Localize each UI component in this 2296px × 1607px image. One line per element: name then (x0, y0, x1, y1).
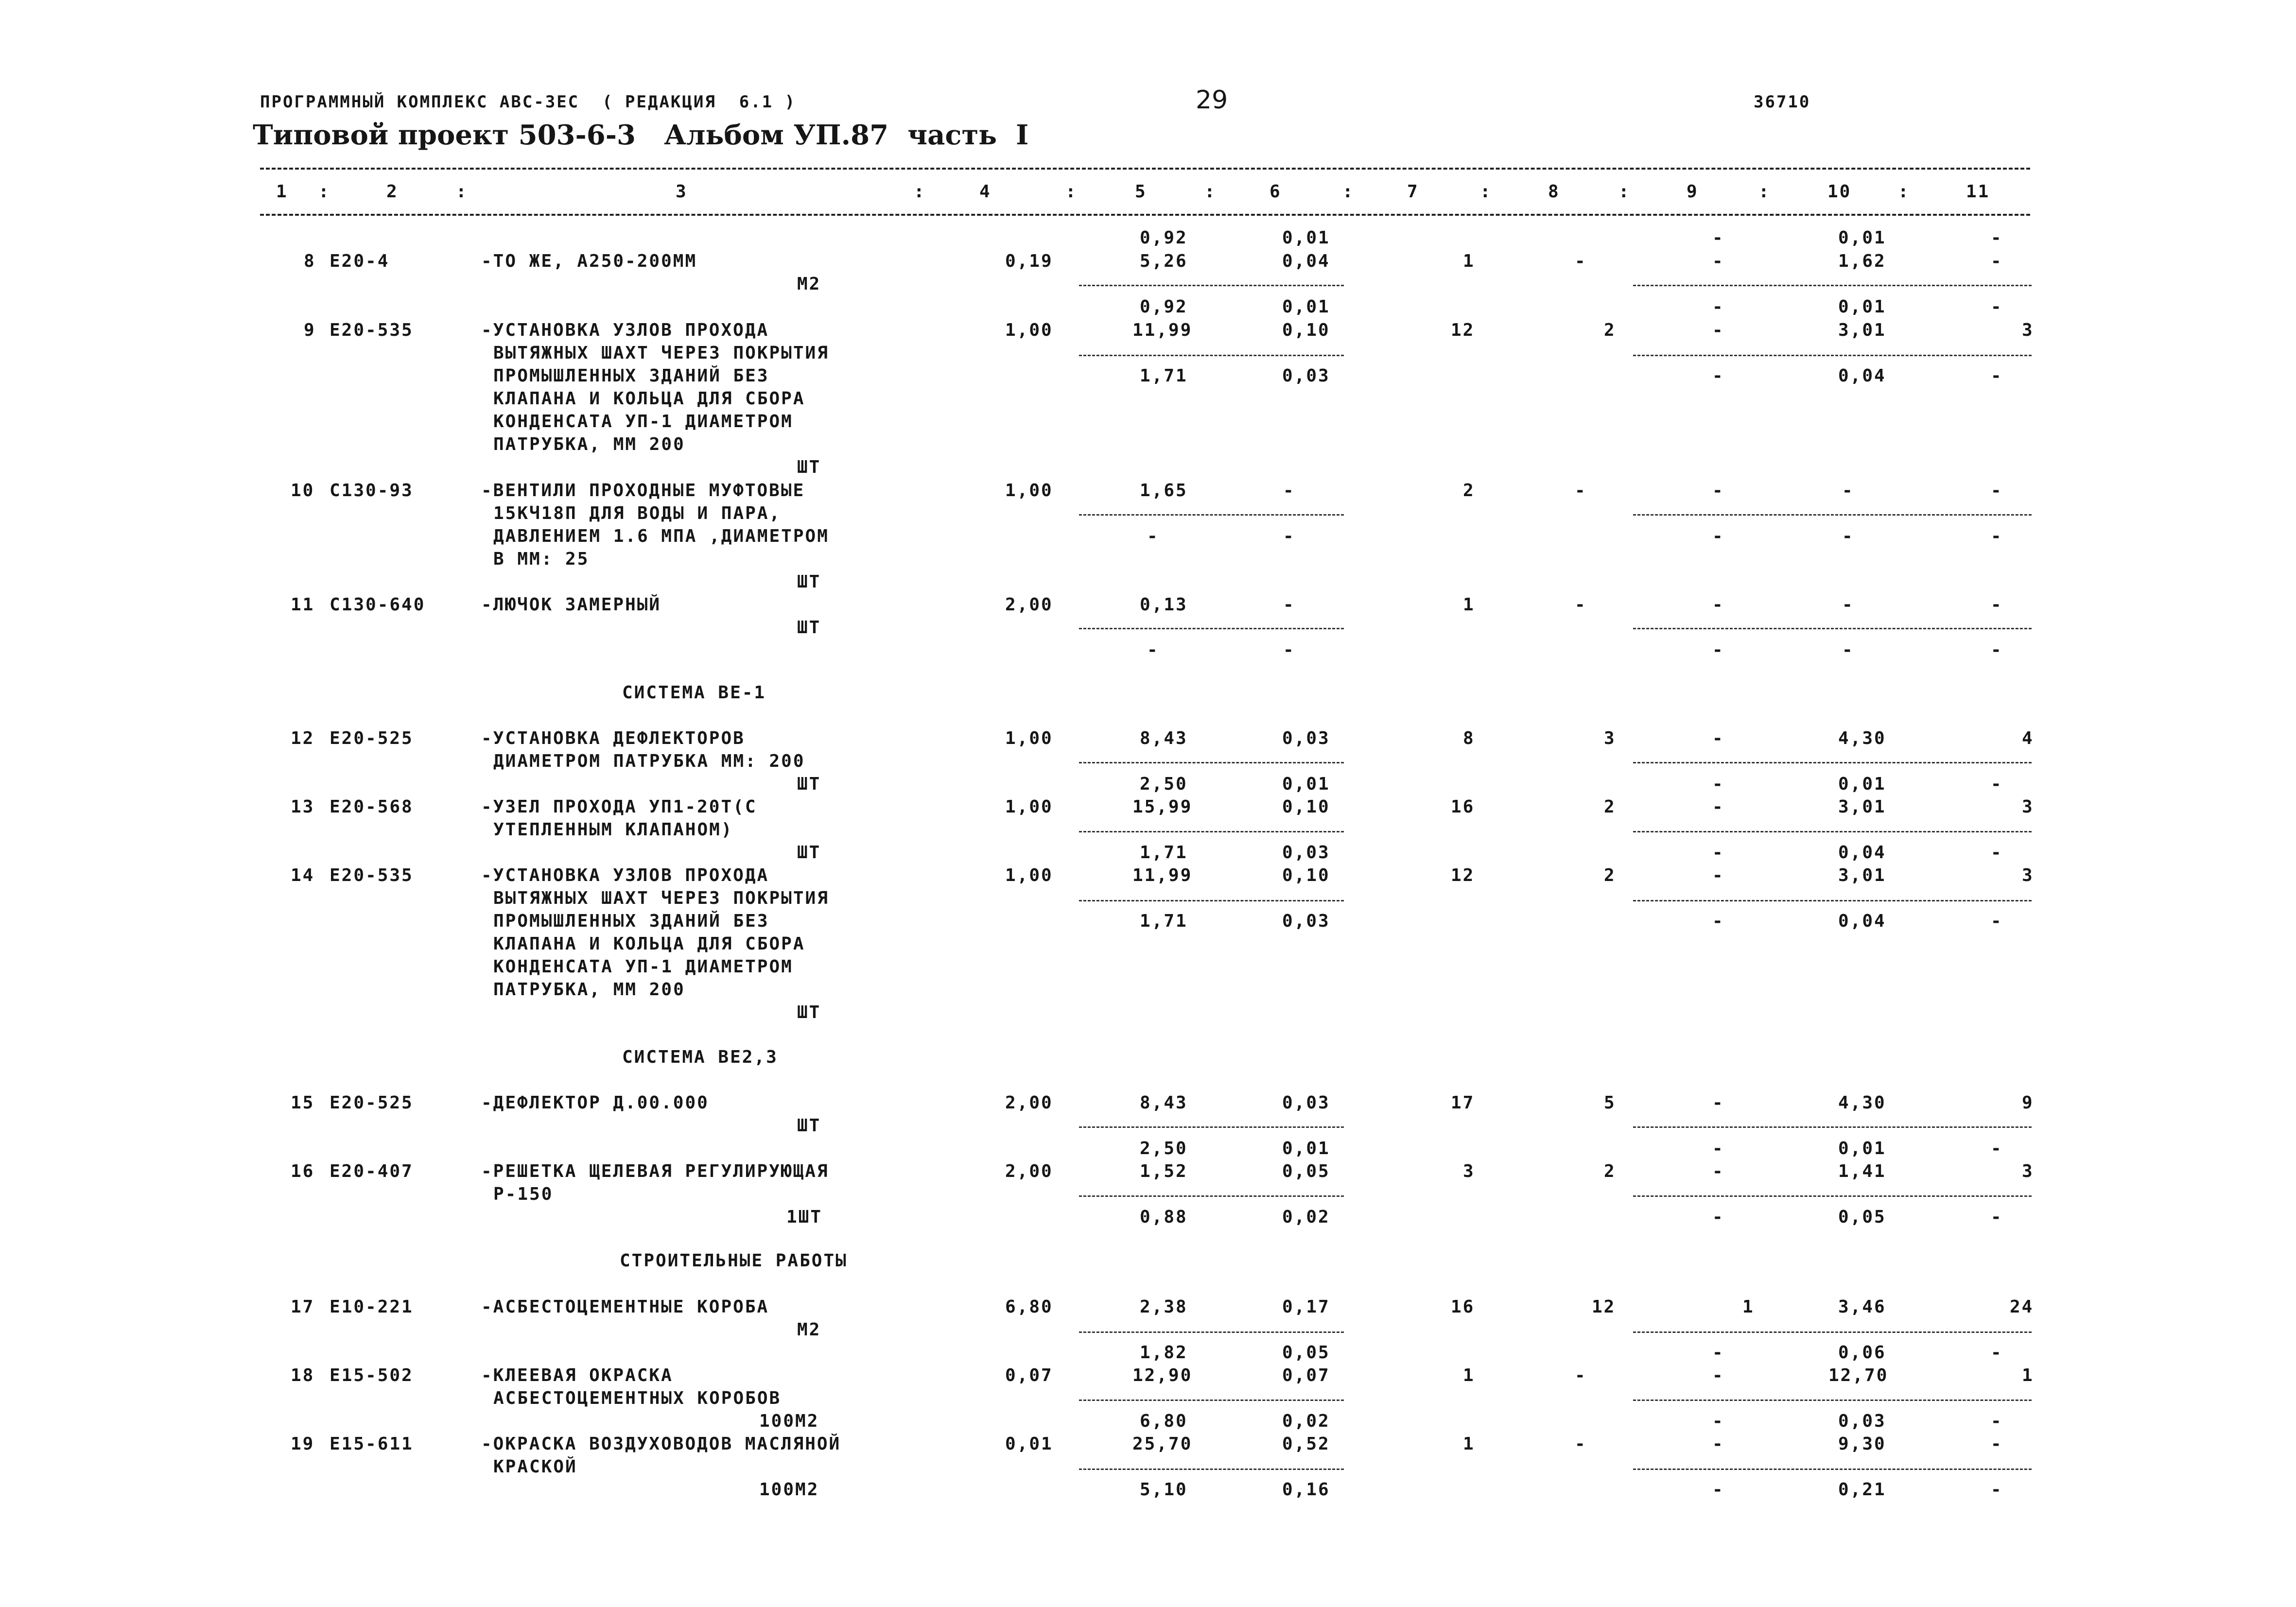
work-description: КОНДЕНСАТА УП-1 ДИАМЕТРОМ (493, 957, 793, 977)
col7-value: 1 (1463, 595, 1475, 615)
col10-value: 3,01 (1838, 865, 1886, 885)
col5-value: 1,71 (1140, 843, 1188, 863)
col11-value: - (1991, 640, 2003, 660)
col11-value: - (1991, 251, 2003, 271)
col10-value: 3,46 (1838, 1297, 1886, 1317)
col11-value: - (1991, 774, 2003, 794)
quantity: 1,00 (1005, 797, 1053, 817)
col5-value: 1,52 (1140, 1161, 1188, 1181)
row-number: 15 (291, 1093, 315, 1113)
col10-value: 0,04 (1838, 911, 1886, 931)
rate-code: Е20-568 (330, 797, 414, 817)
rate-code: С130-640 (330, 595, 426, 615)
col5-value: 0,88 (1140, 1207, 1188, 1227)
dashed-separator (1633, 514, 2032, 516)
unit: 100М2 (759, 1411, 819, 1431)
row-number: 17 (291, 1297, 315, 1317)
col9-value: - (1712, 1411, 1724, 1431)
row-number: 14 (291, 865, 315, 885)
unit: ШТ (797, 618, 821, 638)
col11-value: - (1991, 843, 2003, 863)
rate-code: Е20-535 (330, 865, 414, 885)
col9-value: - (1712, 797, 1724, 817)
col10-value: 4,30 (1838, 728, 1886, 748)
rate-code: Е20-525 (330, 1093, 414, 1113)
row-number: 9 (304, 320, 316, 340)
dashed-separator (1633, 285, 2032, 286)
col6-value: 0,05 (1282, 1161, 1330, 1181)
rate-code: Е15-502 (330, 1365, 414, 1385)
col9-value: - (1712, 911, 1724, 931)
dashed-separator (1079, 1126, 1344, 1128)
col5-value: 1,71 (1140, 366, 1188, 386)
dashed-separator (1079, 831, 1344, 832)
rate-code: Е15-611 (330, 1434, 414, 1454)
dashed-separator (1633, 900, 2032, 901)
unit: М2 (797, 1320, 821, 1340)
col10-value: 0,04 (1838, 843, 1886, 863)
col11-value: - (1991, 1139, 2003, 1158)
col8-value: 5 (1604, 1093, 1616, 1113)
col5-value: 8,43 (1140, 728, 1188, 748)
col5-value: 2,38 (1140, 1297, 1188, 1317)
dashed-separator (1633, 1195, 2032, 1197)
col7-value: 3 (1463, 1161, 1475, 1181)
work-description: В ММ: 25 (493, 549, 590, 569)
col5-value: 15,99 (1132, 797, 1193, 817)
col10-value: 9,30 (1838, 1434, 1886, 1454)
col6-value: 0,01 (1282, 228, 1330, 248)
unit: ШТ (797, 572, 821, 592)
work-description: 15КЧ18П ДЛЯ ВОДЫ И ПАРА, (493, 503, 782, 523)
col-separator: : (1065, 182, 1078, 202)
work-description: -КЛЕЕВАЯ ОКРАСКА (481, 1365, 673, 1385)
work-description: ПРОМЫШЛЕННЫХ ЗДАНИЙ БЕЗ (493, 911, 769, 931)
work-description: АСБЕСТОЦЕМЕНТНЫХ КОРОБОВ (493, 1388, 782, 1408)
project-title: Типовой проект 503-6-3 Альбом УП.87 часть I (253, 119, 1029, 151)
col8-value: - (1575, 481, 1587, 501)
col10-value: - (1842, 595, 1854, 615)
col9-value: - (1712, 366, 1724, 386)
col6-value: 0,07 (1282, 1365, 1330, 1385)
col5-value: 2,50 (1140, 1139, 1188, 1158)
col6-value: 0,03 (1282, 1093, 1330, 1113)
col9-value: - (1712, 774, 1724, 794)
dashed-separator (1079, 285, 1344, 286)
col10-value: 0,01 (1838, 228, 1886, 248)
col9-value: - (1712, 481, 1724, 501)
col10-value: 0,01 (1838, 1139, 1886, 1158)
dashed-separator (1079, 1195, 1344, 1197)
row-number: 19 (291, 1434, 315, 1454)
section-heading: СИСТЕМА ВЕ-1 (622, 683, 766, 703)
dashed-separator (1079, 514, 1344, 516)
col-header-4: 4 (979, 182, 991, 202)
table-header-rule (260, 214, 2030, 216)
work-description: КОНДЕНСАТА УП-1 ДИАМЕТРОМ (493, 412, 793, 432)
col9-value: - (1712, 297, 1724, 317)
quantity: 0,19 (1005, 251, 1053, 271)
col6-value: 0,03 (1282, 911, 1330, 931)
col11-value: - (1991, 1480, 2003, 1500)
section-heading: СИСТЕМА ВЕ2,3 (622, 1047, 778, 1067)
work-description: КРАСКОЙ (493, 1457, 577, 1477)
quantity: 1,00 (1005, 481, 1053, 501)
dashed-separator (1079, 900, 1344, 901)
col9-value: - (1712, 228, 1724, 248)
col5-value: 2,50 (1140, 774, 1188, 794)
col5-value: 5,10 (1140, 1480, 1188, 1500)
col9-value: - (1712, 251, 1724, 271)
work-description: КЛАПАНА И КОЛЬЦА ДЛЯ СБОРА (493, 389, 805, 409)
page-number: 29 (1196, 86, 1228, 115)
document-code: 36710 (1754, 92, 1811, 112)
col8-value: - (1575, 1434, 1587, 1454)
work-description: -УЗЕЛ ПРОХОДА УП1-20Т(С (481, 797, 757, 817)
col-header-2: 2 (386, 182, 399, 202)
work-description: -ТО ЖЕ, А250-200ММ (481, 251, 697, 271)
col5-value: 11,99 (1132, 865, 1193, 885)
rate-code: С130-93 (330, 481, 414, 501)
col5-value: 0,92 (1140, 297, 1188, 317)
col6-value: 0,16 (1282, 1480, 1330, 1500)
quantity: 2,00 (1005, 595, 1053, 615)
col6-value: 0,03 (1282, 843, 1330, 863)
dashed-separator (1079, 1331, 1344, 1333)
col9-value: - (1712, 1093, 1724, 1113)
col6-value: 0,03 (1282, 728, 1330, 748)
col10-value: 3,01 (1838, 320, 1886, 340)
quantity: 2,00 (1005, 1093, 1053, 1113)
rate-code: Е20-525 (330, 728, 414, 748)
col6-value: - (1283, 526, 1295, 546)
col6-value: - (1283, 640, 1295, 660)
unit: ШТ (797, 1002, 821, 1022)
col5-value: 0,92 (1140, 228, 1188, 248)
col10-value: 12,70 (1828, 1365, 1889, 1385)
col5-value: 5,26 (1140, 251, 1188, 271)
col10-value: 0,01 (1838, 297, 1886, 317)
col-header-6: 6 (1270, 182, 1282, 202)
quantity: 0,01 (1005, 1434, 1053, 1454)
col9-value: - (1712, 320, 1724, 340)
col6-value: 0,10 (1282, 797, 1330, 817)
col6-value: 0,02 (1282, 1411, 1330, 1431)
col7-value: 8 (1463, 728, 1475, 748)
col7-value: 2 (1463, 481, 1475, 501)
col7-value: 16 (1451, 797, 1475, 817)
col-header-1: 1 (276, 182, 288, 202)
col9-value: - (1712, 865, 1724, 885)
col6-value: 0,01 (1282, 297, 1330, 317)
col10-value: 1,41 (1838, 1161, 1886, 1181)
col8-value: - (1575, 1365, 1587, 1385)
quantity: 1,00 (1005, 320, 1053, 340)
col10-value: 3,01 (1838, 797, 1886, 817)
col11-value: - (1991, 595, 2003, 615)
col9-value: - (1712, 640, 1724, 660)
col11-value: 9 (2022, 1093, 2034, 1113)
col11-value: 3 (2022, 865, 2034, 885)
col-separator: : (914, 182, 926, 202)
col9-value: - (1712, 1343, 1724, 1363)
col-separator: : (456, 182, 468, 202)
dashed-separator (1079, 762, 1344, 763)
unit: М2 (797, 274, 821, 294)
work-description: ПАТРУБКА, ММ 200 (493, 980, 685, 1000)
row-number: 12 (291, 728, 315, 748)
work-description: -УСТАНОВКА ДЕФЛЕКТОРОВ (481, 728, 745, 748)
col9-value: - (1712, 728, 1724, 748)
work-description: -ВЕНТИЛИ ПРОХОДНЫЕ МУФТОВЫЕ (481, 481, 805, 501)
col11-value: - (1991, 1207, 2003, 1227)
col8-value: 2 (1604, 1161, 1616, 1181)
rate-code: Е20-407 (330, 1161, 414, 1181)
work-description: -УСТАНОВКА УЗЛОВ ПРОХОДА (481, 865, 769, 885)
col5-value: - (1147, 640, 1159, 660)
dashed-separator (1633, 1331, 2032, 1333)
col5-value: 8,43 (1140, 1093, 1188, 1113)
col-separator: : (1342, 182, 1355, 202)
col-separator: : (1618, 182, 1631, 202)
col9-value: - (1712, 1139, 1724, 1158)
col11-value: - (1991, 366, 2003, 386)
quantity: 1,00 (1005, 865, 1053, 885)
col9-value: - (1712, 526, 1724, 546)
col6-value: 0,05 (1282, 1343, 1330, 1363)
row-number: 13 (291, 797, 315, 817)
col8-value: - (1575, 251, 1587, 271)
col5-value: 25,70 (1132, 1434, 1193, 1454)
work-description: -ЛЮЧОК ЗАМЕРНЫЙ (481, 595, 661, 615)
col-header-10: 10 (1827, 182, 1852, 202)
rate-code: Е10-221 (330, 1297, 414, 1317)
col-header-3: 3 (676, 182, 688, 202)
col5-value: - (1147, 526, 1159, 546)
work-description: УТЕПЛЕННЫМ КЛАПАНОМ) (493, 820, 733, 840)
unit: 1ШТ (786, 1207, 823, 1227)
col-header-7: 7 (1407, 182, 1419, 202)
quantity: 2,00 (1005, 1161, 1053, 1181)
col11-value: - (1991, 297, 2003, 317)
col6-value: 0,03 (1282, 366, 1330, 386)
col-separator: : (1204, 182, 1217, 202)
col8-value: 2 (1604, 865, 1616, 885)
work-description: -ДЕФЛЕКТОР Д.00.000 (481, 1093, 709, 1113)
work-description: -РЕШЕТКА ЩЕЛЕВАЯ РЕГУЛИРУЮЩАЯ (481, 1161, 829, 1181)
col10-value: - (1842, 640, 1854, 660)
col10-value: 0,06 (1838, 1343, 1886, 1363)
quantity: 6,80 (1005, 1297, 1053, 1317)
work-description: КЛАПАНА И КОЛЬЦА ДЛЯ СБОРА (493, 934, 805, 954)
row-number: 18 (291, 1365, 315, 1385)
col11-value: 3 (2022, 320, 2034, 340)
work-description: -УСТАНОВКА УЗЛОВ ПРОХОДА (481, 320, 769, 340)
col11-value: - (1991, 911, 2003, 931)
col7-value: 1 (1463, 1434, 1475, 1454)
col5-value: 1,71 (1140, 911, 1188, 931)
col6-value: 0,01 (1282, 774, 1330, 794)
work-description: ВЫТЯЖНЫХ ШАХТ ЧЕРЕЗ ПОКРЫТИЯ (493, 343, 829, 363)
dashed-separator (1633, 1126, 2032, 1128)
col11-value: 4 (2022, 728, 2034, 748)
col-separator: : (1480, 182, 1492, 202)
section-heading: СТРОИТЕЛЬНЫЕ РАБОТЫ (620, 1251, 848, 1271)
col10-value: 0,03 (1838, 1411, 1886, 1431)
dashed-separator (1079, 1469, 1344, 1470)
col5-value: 1,82 (1140, 1343, 1188, 1363)
quantity: 1,00 (1005, 728, 1053, 748)
work-description: -ОКРАСКА ВОЗДУХОВОДОВ МАСЛЯНОЙ (481, 1434, 841, 1454)
work-description: ПРОМЫШЛЕННЫХ ЗДАНИЙ БЕЗ (493, 366, 769, 386)
col11-value: - (1991, 1343, 2003, 1363)
work-description: ПАТРУБКА, ММ 200 (493, 434, 685, 454)
col6-value: 0,10 (1282, 320, 1330, 340)
table-top-rule (260, 168, 2030, 170)
col8-value: 12 (1592, 1297, 1616, 1317)
work-description: ВЫТЯЖНЫХ ШАХТ ЧЕРЕЗ ПОКРЫТИЯ (493, 888, 829, 908)
col10-value: 0,01 (1838, 774, 1886, 794)
work-description: ДИАМЕТРОМ ПАТРУБКА ММ: 200 (493, 751, 805, 771)
col5-value: 6,80 (1140, 1411, 1188, 1431)
dashed-separator (1633, 1400, 2032, 1401)
col6-value: 0,02 (1282, 1207, 1330, 1227)
dashed-separator (1633, 1469, 2032, 1470)
col6-value: 0,52 (1282, 1434, 1330, 1454)
col7-value: 12 (1451, 865, 1475, 885)
dashed-separator (1633, 628, 2032, 629)
col11-value: - (1991, 228, 2003, 248)
unit: ШТ (797, 457, 821, 477)
row-number: 10 (291, 481, 315, 501)
col11-value: - (1991, 481, 2003, 501)
quantity: 0,07 (1005, 1365, 1053, 1385)
col-header-9: 9 (1687, 182, 1699, 202)
col5-value: 0,13 (1140, 595, 1188, 615)
col11-value: 24 (2010, 1297, 2034, 1317)
dashed-separator (1633, 762, 2032, 763)
col10-value: - (1842, 481, 1854, 501)
col10-value: - (1842, 526, 1854, 546)
col9-value: - (1712, 1365, 1724, 1385)
rate-code: Е20-4 (330, 251, 390, 271)
col-header-5: 5 (1135, 182, 1147, 202)
col7-value: 16 (1451, 1297, 1475, 1317)
col6-value: 0,10 (1282, 865, 1330, 885)
unit: 100М2 (759, 1480, 819, 1500)
row-number: 8 (304, 251, 316, 271)
col11-value: 3 (2022, 797, 2034, 817)
dashed-separator (1633, 355, 2032, 356)
dashed-separator (1079, 628, 1344, 629)
col9-value: - (1712, 1161, 1724, 1181)
col11-value: 3 (2022, 1161, 2034, 1181)
col10-value: 0,21 (1838, 1480, 1886, 1500)
dashed-separator (1079, 1400, 1344, 1401)
col-header-11: 11 (1966, 182, 1990, 202)
col6-value: 0,04 (1282, 251, 1330, 271)
col9-value: - (1712, 1434, 1724, 1454)
dashed-separator (1633, 831, 2032, 832)
rate-code: Е20-535 (330, 320, 414, 340)
col11-value: - (1991, 1434, 2003, 1454)
unit: ШТ (797, 774, 821, 794)
col-separator: : (318, 182, 330, 202)
col8-value: 2 (1604, 797, 1616, 817)
col-separator: : (1758, 182, 1771, 202)
col9-value: - (1712, 1207, 1724, 1227)
col8-value: 2 (1604, 320, 1616, 340)
col7-value: 1 (1463, 251, 1475, 271)
col7-value: 17 (1451, 1093, 1475, 1113)
unit: ШТ (797, 1116, 821, 1136)
col-separator: : (1898, 182, 1910, 202)
col9-value: - (1712, 1480, 1724, 1500)
col7-value: 1 (1463, 1365, 1475, 1385)
work-description: Р-150 (493, 1184, 554, 1204)
col10-value: 4,30 (1838, 1093, 1886, 1113)
col7-value: 12 (1451, 320, 1475, 340)
row-number: 11 (291, 595, 315, 615)
col5-value: 11,99 (1132, 320, 1193, 340)
col11-value: - (1991, 526, 2003, 546)
work-description: -АСБЕСТОЦЕМЕНТНЫЕ КОРОБА (481, 1297, 769, 1317)
col6-value: 0,01 (1282, 1139, 1330, 1158)
work-description: ДАВЛЕНИЕМ 1.6 МПА ,ДИАМЕТРОМ (493, 526, 829, 546)
unit: ШТ (797, 843, 821, 863)
col11-value: 1 (2022, 1365, 2034, 1385)
col10-value: 0,05 (1838, 1207, 1886, 1227)
col5-value: 1,65 (1140, 481, 1188, 501)
col10-value: 0,04 (1838, 366, 1886, 386)
col5-value: 12,90 (1132, 1365, 1193, 1385)
software-header: ПРОГРАММНЫЙ КОМПЛЕКС АВС-3ЕС ( РЕДАКЦИЯ 6.1 ) (260, 92, 797, 112)
col6-value: 0,17 (1282, 1297, 1330, 1317)
row-number: 16 (291, 1161, 315, 1181)
col8-value: - (1575, 595, 1587, 615)
col11-value: - (1991, 1411, 2003, 1431)
col-header-8: 8 (1548, 182, 1560, 202)
col10-value: 1,62 (1838, 251, 1886, 271)
col6-value: - (1283, 481, 1295, 501)
col8-value: 3 (1604, 728, 1616, 748)
col9-value: - (1712, 595, 1724, 615)
col6-value: - (1283, 595, 1295, 615)
dashed-separator (1079, 355, 1344, 356)
col9-value: 1 (1742, 1297, 1755, 1317)
col9-value: - (1712, 843, 1724, 863)
